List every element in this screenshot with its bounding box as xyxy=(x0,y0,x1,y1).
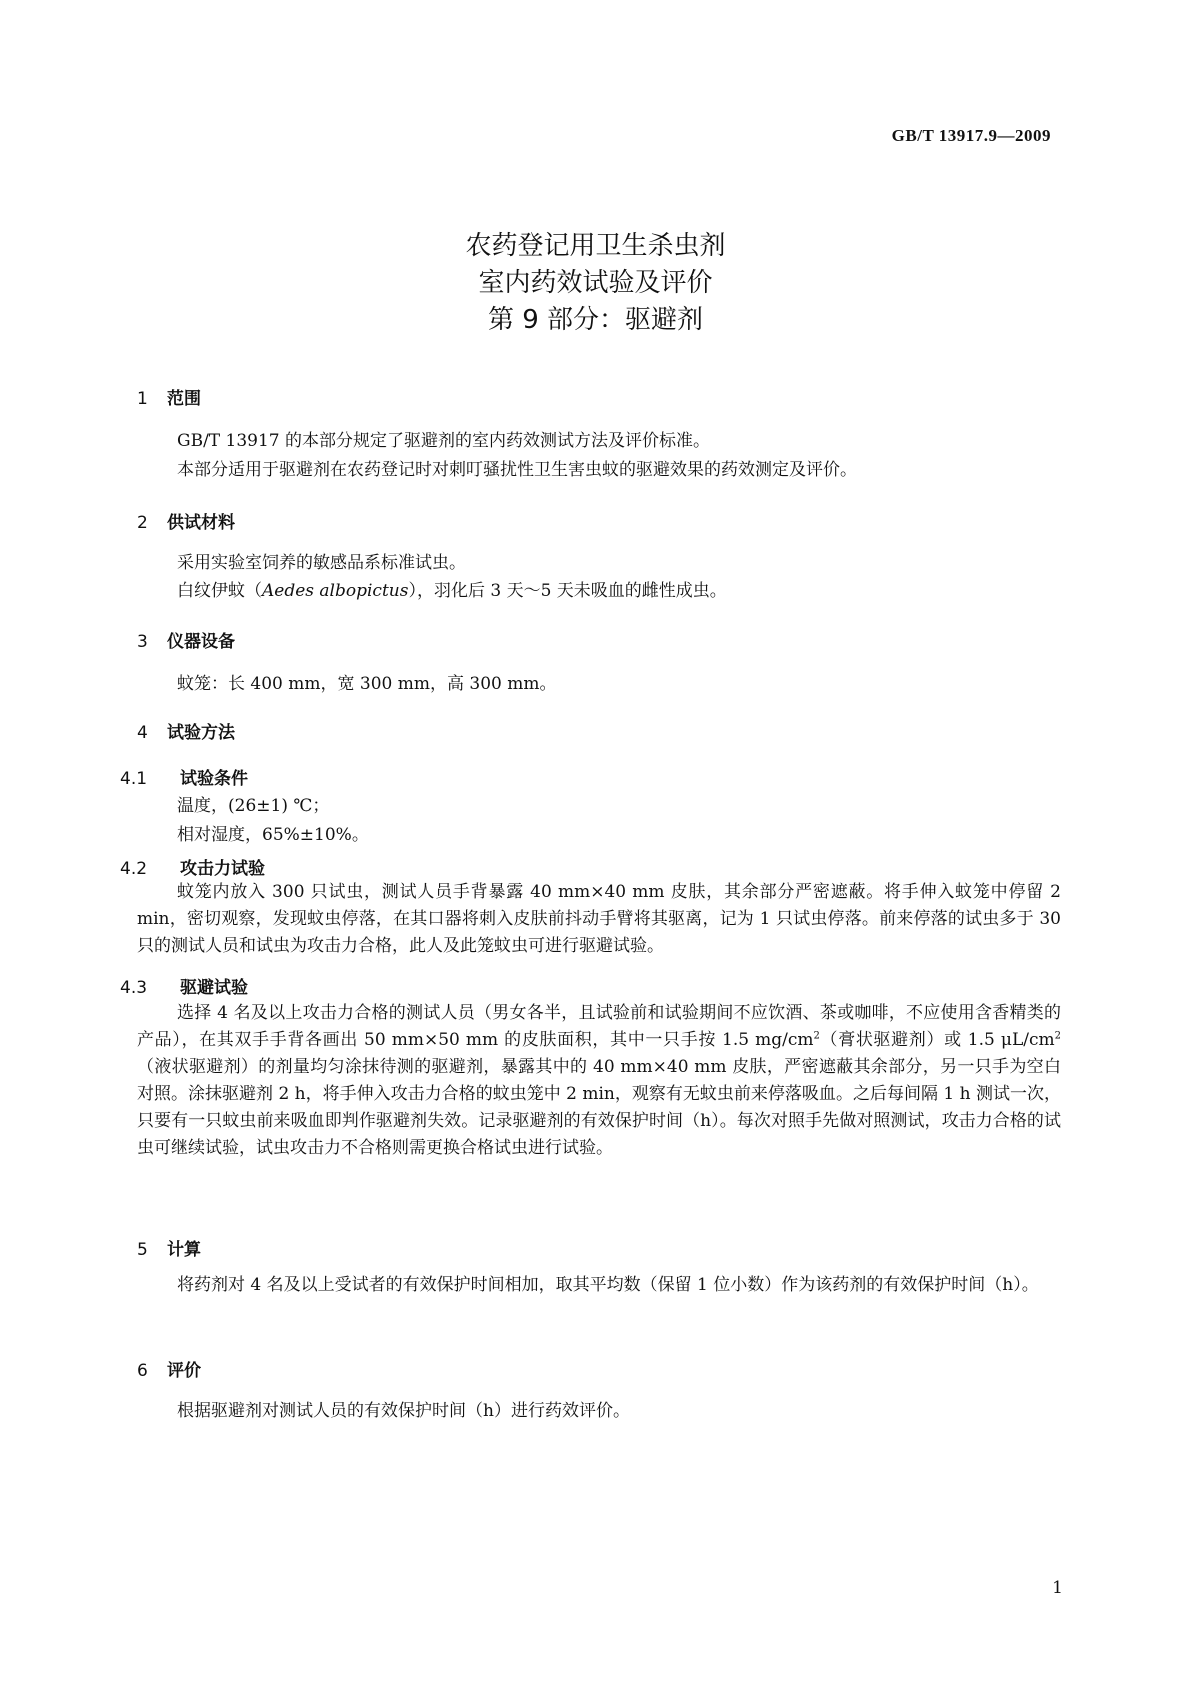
section-3-paragraph-1: 蚊笼：长 400 mm，宽 300 mm，高 300 mm。 xyxy=(177,674,557,694)
subsection-number: 4.3 xyxy=(120,978,148,998)
section-2-paragraph-1: 采用实验室饲养的敏感品系标准试虫。 xyxy=(177,553,466,573)
section-title: 试验方法 xyxy=(167,723,235,743)
section-title: 仪器设备 xyxy=(167,632,235,652)
title-line-3: 第 9 部分：驱避剂 xyxy=(487,305,704,335)
section-number: 5 xyxy=(137,1240,148,1260)
section-4-1-heading xyxy=(120,764,248,789)
text-fragment: 选择 4 名及以上攻击力合格的测试人员（男女各半，且试验前和试验期间不应饮酒、茶或咖啡，不应使用含香精类的产品），在其双手手背各画出 50 mm×50 mm 的皮肤面积，其中一只手按 1.5 mg/cm xyxy=(137,1003,1061,1050)
section-1-heading xyxy=(137,384,201,409)
subsection-number: 4.1 xyxy=(120,769,148,789)
title-line-1: 农药登记用卫生杀虫剂 xyxy=(465,231,726,261)
section-5-paragraph: 将药剂对 4 名及以上受试者的有效保护时间相加，取其平均数（保留 1 位小数）作为该药剂的有效保护时间（h）。 xyxy=(177,1275,1039,1295)
section-number: 3 xyxy=(137,632,148,652)
section-number: 4 xyxy=(137,723,148,743)
page-number: 1 xyxy=(1052,1578,1063,1598)
subsection-title: 驱避试验 xyxy=(180,978,248,998)
section-6-heading xyxy=(137,1356,201,1381)
text-fragment: 白纹伊蚊（ xyxy=(177,581,262,601)
subsection-title: 试验条件 xyxy=(180,769,248,789)
section-4-heading xyxy=(137,718,235,743)
section-number: 1 xyxy=(137,389,148,409)
subsection-title: 攻击力试验 xyxy=(180,859,265,879)
standard-number: GB/T 13917.9—2009 xyxy=(891,126,1051,145)
section-5-heading xyxy=(137,1235,201,1260)
section-number: 2 xyxy=(137,513,148,533)
section-title: 计算 xyxy=(167,1240,201,1260)
condition-temperature: 温度，(26±1) ℃； xyxy=(177,796,330,816)
section-2-paragraph-2 xyxy=(177,578,727,605)
section-4-3-paragraph xyxy=(137,1000,1061,1162)
title-line-2: 室内药效试验及评价 xyxy=(478,268,713,298)
section-2-heading xyxy=(137,508,235,533)
superscript: 2 xyxy=(813,1030,820,1042)
condition-humidity: 相对湿度，65%±10%。 xyxy=(177,825,369,845)
document-title xyxy=(0,228,1191,339)
superscript: 2 xyxy=(1054,1030,1061,1042)
section-title: 范围 xyxy=(167,389,201,409)
species-name: Aedes albopictus xyxy=(262,581,409,601)
subsection-number: 4.2 xyxy=(120,859,148,879)
text-fragment: ），羽化后 3 天～5 天未吸血的雌性成虫。 xyxy=(408,581,727,601)
section-number: 6 xyxy=(137,1361,148,1381)
section-title: 评价 xyxy=(167,1361,201,1381)
section-title: 供试材料 xyxy=(167,513,235,533)
section-6-paragraph: 根据驱避剂对测试人员的有效保护时间（h）进行药效评价。 xyxy=(177,1401,630,1421)
text-fragment: （膏状驱避剂）或 1.5 μL/cm xyxy=(819,1030,1055,1050)
text-fragment: （液状驱避剂）的剂量均匀涂抹待测的驱避剂，暴露其中的 40 mm×40 mm 皮肤，严密遮蔽其余部分，另一只手为空白对照。涂抹驱避剂 2 h，将手伸入攻击力合格的蚊虫笼中 2 min，观察有无蚊虫前来停落吸血。之后每间隔 1 h 测试一次，只要有一只蚊虫前来吸血即判作驱避剂失效。记录驱避剂的有效保护时间（h）。每次对照手先做对照测试，攻击力合格的试虫可继续试验，试虫攻击力不合格则需更换合格试虫进行试验。 xyxy=(137,1057,1061,1158)
section-4-2-paragraph: 蚊笼内放入 300 只试虫，测试人员手背暴露 40 mm×40 mm 皮肤，其余部分严密遮蔽。将手伸入蚊笼中停留 2 min，密切观察，发现蚊虫停落，在其口器将刺入皮肤前抖动手臂将其驱离，记为 1 只试虫停落。前来停落的试虫多于 30 只的测试人员和试虫为攻击力合格，此人及此笼蚊虫可进行驱避试验。 xyxy=(137,882,1061,956)
section-4-3-heading xyxy=(120,973,248,998)
section-4-2-heading xyxy=(120,854,265,879)
section-3-heading xyxy=(137,627,235,652)
section-1-paragraph-2: 本部分适用于驱避剂在农药登记时对刺叮骚扰性卫生害虫蚊的驱避效果的药效测定及评价。 xyxy=(177,460,857,480)
section-1-paragraph-1: GB/T 13917 的本部分规定了驱避剂的室内药效测试方法及评价标准。 xyxy=(177,431,711,451)
